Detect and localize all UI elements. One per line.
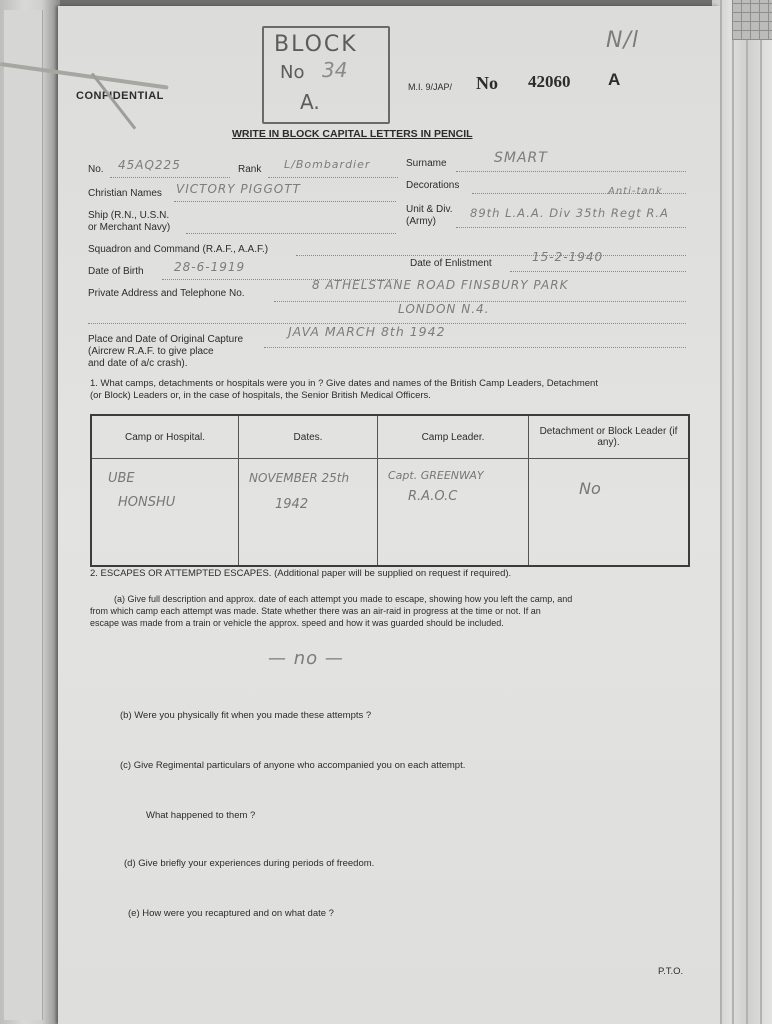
address-line-1: 8 ATHELSTANE ROAD FINSBURY PARK <box>312 278 569 292</box>
dob-value: 28-6-1919 <box>174 260 246 274</box>
q2-e: (e) How were you recaptured and on what date ? <box>128 908 334 919</box>
ship-label-2: or Merchant Navy) <box>88 222 171 233</box>
cutting-mat <box>732 0 772 40</box>
pto-label: P.T.O. <box>658 966 684 977</box>
address-label: Private Address and Telephone No. <box>88 288 245 299</box>
instruction-heading: WRITE IN BLOCK CAPITAL LETTERS IN PENCIL <box>232 128 473 140</box>
dates-value-2: 1942 <box>275 497 309 512</box>
capture-value: JAVA MARCH 8th 1942 <box>288 324 446 339</box>
block-stamp: BLOCK No 34 A. <box>262 26 390 124</box>
q2-a-line-3: escape was made from a train or vehicle the approx. speed and how it was guarded should be included. <box>90 618 504 628</box>
surname-value: SMART <box>494 150 548 166</box>
capture-label-3: and date of a/c crash). <box>88 358 188 369</box>
unit-label-2: (Army) <box>406 216 436 227</box>
unit-value-top: Anti-tank <box>608 186 663 197</box>
ref-prefix: M.I. 9/JAP/ <box>408 82 453 92</box>
camp-value-1: UBE <box>108 471 135 486</box>
corner-mark: N/l <box>606 28 639 53</box>
dob-label: Date of Birth <box>88 266 144 277</box>
confidential-heading: CONFIDENTIAL <box>76 90 164 102</box>
q2-title: 2. ESCAPES OR ATTEMPTED ESCAPES. (Additional paper will be supplied on request if required). <box>90 568 512 579</box>
no-value: 45AQ225 <box>118 158 181 172</box>
capture-label-2: (Aircrew R.A.F. to give place <box>88 346 214 357</box>
q2-a-line-2: from which camp each attempt was made. State whether there was an air-raid in progress at the time or not. If an <box>90 606 541 616</box>
q2-a-line-1: (a) Give full description and approx. date of each attempt you made to escape, showing how you left the camp, and <box>114 594 573 604</box>
paper-stack-edge <box>712 0 772 1024</box>
left-page-edge <box>0 0 60 1024</box>
capture-label-1: Place and Date of Original Capture <box>88 334 244 345</box>
no-label: No. <box>88 164 104 175</box>
rank-value: L/Bombardier <box>284 158 371 171</box>
ref-number: 42060 <box>528 72 571 91</box>
unit-value: 89th L.A.A. Div 35th Regt R.A <box>470 206 669 220</box>
decorations-label: Decorations <box>406 180 460 191</box>
enlist-label: Date of Enlistment <box>410 258 492 269</box>
christian-label: Christian Names <box>88 188 162 199</box>
ref-suffix: A <box>608 70 621 89</box>
leader-header: Camp Leader. <box>378 415 529 459</box>
dates-value-1: NOVEMBER 25th <box>249 471 350 485</box>
camp-table <box>90 414 690 567</box>
enlist-value: 15-2-1940 <box>532 250 604 264</box>
surname-label: Surname <box>406 158 447 169</box>
address-line-2: LONDON N.4. <box>398 302 490 316</box>
detachment-value: No <box>579 479 601 498</box>
liberation-questionnaire <box>58 6 720 1024</box>
unit-label-1: Unit & Div. <box>406 204 453 215</box>
squadron-label: Squadron and Command (R.A.F., A.A.F.) <box>88 244 269 255</box>
table-row <box>91 459 689 567</box>
q2-b: (b) Were you physically fit when you made these attempts ? <box>120 710 372 721</box>
q2-c-followup: What happened to them ? <box>146 810 256 821</box>
ship-label-1: Ship (R.N., U.S.N. <box>88 210 170 221</box>
q2-c: (c) Give Regimental particulars of anyone who accompanied you on each attempt. <box>120 760 466 771</box>
christian-value: VICTORY PIGGOTT <box>176 182 301 196</box>
camp-header: Camp or Hospital. <box>91 415 239 459</box>
q1-line-2: (or Block) Leaders or, in the case of hospitals, the Senior British Medical Officers. <box>90 390 431 401</box>
detachment-header: Detachment or Block Leader (if any). <box>529 415 690 459</box>
ref-no-label: No <box>476 73 498 93</box>
q2-a-answer: — no — <box>268 648 344 669</box>
q1-line-1: 1. What camps, detachments or hospitals were you in ? Give dates and names of the British Camp Leaders, Detachment <box>90 378 598 389</box>
leader-value-2: R.A.O.C <box>408 489 458 504</box>
leader-value-1: Capt. GREENWAY <box>388 469 484 482</box>
rank-label: Rank <box>238 164 262 175</box>
camp-value-2: HONSHU <box>118 495 176 510</box>
dates-header: Dates. <box>239 415 378 459</box>
q2-d: (d) Give briefly your experiences during periods of freedom. <box>124 858 375 869</box>
